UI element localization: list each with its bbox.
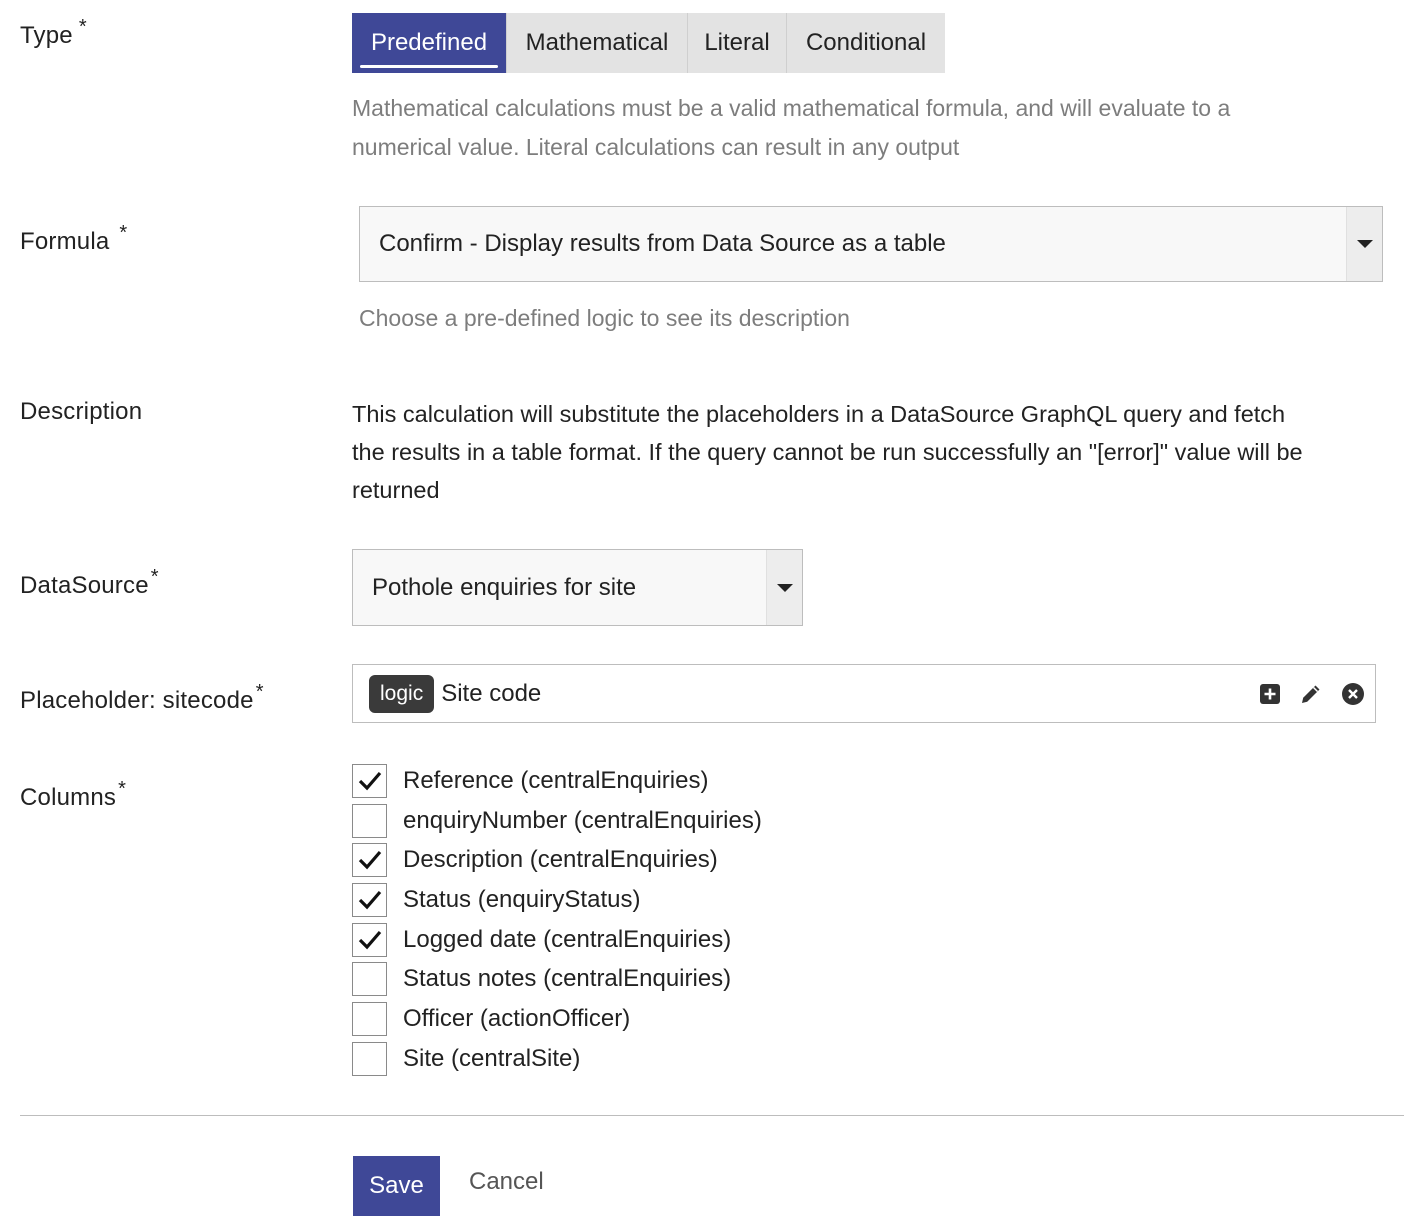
- column-option-label: Description (centralEnquiries): [403, 846, 718, 874]
- required-mark: *: [119, 222, 128, 244]
- checkbox[interactable]: [352, 764, 387, 798]
- column-option: [352, 840, 762, 880]
- tab-predefined[interactable]: Predefined: [352, 13, 507, 73]
- datasource-selected-value: Pothole enquiries for site: [372, 573, 637, 601]
- checkbox[interactable]: [352, 843, 387, 877]
- description-label: Description: [20, 398, 143, 425]
- column-option: [352, 959, 762, 999]
- columns-label: Columns *: [20, 778, 127, 811]
- tab-mathematical[interactable]: Mathematical: [507, 13, 688, 73]
- formula-help-text: Choose a pre-defined logic to see its description: [359, 305, 850, 331]
- datasource-select[interactable]: [352, 549, 803, 626]
- column-option: [352, 999, 762, 1039]
- required-mark: *: [78, 16, 87, 38]
- column-option: [352, 880, 762, 920]
- checkbox[interactable]: [352, 1002, 387, 1036]
- placeholder-value: Site code: [441, 679, 542, 707]
- formula-select[interactable]: [359, 206, 1383, 282]
- description-text: This calculation will substitute the placeholders in a DataSource GraphQL query and fetch the results in a table format. If the query cannot be run successfully an "[error]" value will be returned: [352, 401, 1303, 503]
- chevron-down-icon[interactable]: [1346, 207, 1382, 281]
- column-option: [352, 801, 762, 841]
- column-option-label: Logged date (centralEnquiries): [403, 925, 732, 953]
- column-option: [352, 1039, 762, 1079]
- columns-checklist: [352, 761, 762, 1079]
- pencil-icon[interactable]: [1299, 682, 1323, 706]
- add-icon[interactable]: [1259, 683, 1281, 705]
- checkbox[interactable]: [352, 1042, 387, 1076]
- type-help-text: Mathematical calculations must be a valid mathematical formula, and will evaluate to a numerical value. Literal calculations can result in any output: [352, 95, 1231, 160]
- column-option-label: Status notes (centralEnquiries): [403, 965, 732, 993]
- column-option: [352, 761, 762, 801]
- column-option-label: Status (enquiryStatus): [403, 885, 641, 913]
- placeholder-input[interactable]: [352, 664, 1376, 723]
- placeholder-label: Placeholder: sitecode *: [20, 681, 264, 714]
- checkbox[interactable]: [352, 923, 387, 957]
- type-tabs: [352, 13, 945, 73]
- checkbox[interactable]: [352, 883, 387, 917]
- column-option-label: Reference (centralEnquiries): [403, 766, 709, 794]
- cancel-button[interactable]: Cancel: [469, 1168, 544, 1195]
- column-option-label: Site (centralSite): [403, 1044, 581, 1072]
- tab-literal[interactable]: Literal: [688, 13, 787, 73]
- column-option-label: enquiryNumber (centralEnquiries): [403, 806, 762, 834]
- checkbox[interactable]: [352, 962, 387, 996]
- logic-chip[interactable]: logic: [369, 675, 434, 713]
- clear-icon[interactable]: [1341, 682, 1365, 706]
- required-mark: *: [118, 778, 127, 800]
- formula-label: Formula *: [20, 222, 128, 255]
- formula-selected-value: Confirm - Display results from Data Source as a table: [379, 230, 946, 257]
- checkbox[interactable]: [352, 804, 387, 838]
- column-option: [352, 920, 762, 960]
- required-mark: *: [150, 566, 159, 588]
- required-mark: *: [255, 681, 264, 703]
- chevron-down-icon[interactable]: [766, 550, 802, 625]
- divider: [20, 1115, 1404, 1116]
- save-button[interactable]: Save: [353, 1156, 440, 1216]
- datasource-label: DataSource *: [20, 566, 159, 599]
- column-option-label: Officer (actionOfficer): [403, 1004, 631, 1032]
- type-label: Type *: [20, 16, 87, 49]
- tab-conditional[interactable]: Conditional: [787, 13, 945, 73]
